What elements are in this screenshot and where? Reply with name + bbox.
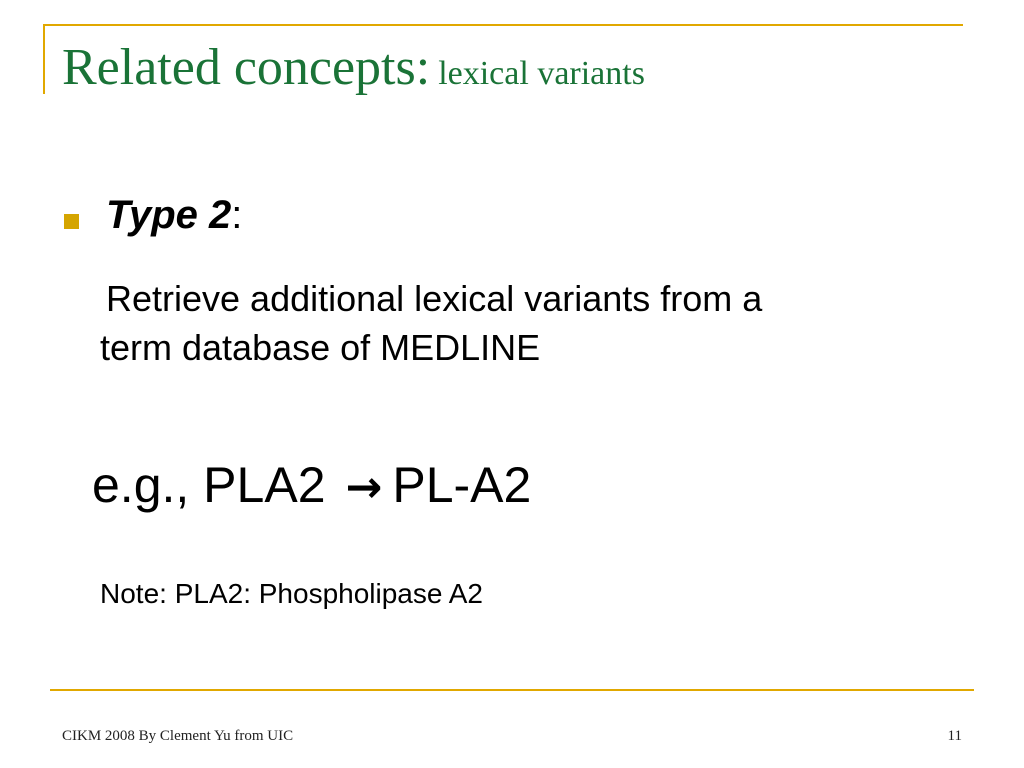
bullet-description [100,274,920,372]
example-result: PL-A2 [392,457,532,513]
slide-title-sub: lexical variants [438,55,645,92]
note-text: Note: PLA2: Phospholipase A2 [100,578,483,609]
square-bullet-icon [64,214,79,229]
footer-text: CIKM 2008 By Clement Yu from UIC [62,728,294,744]
bullet-heading-label: Type 2 [106,193,232,237]
description-line-1: Retrieve additional lexical variants from a [106,278,763,319]
example-prefix: e.g., PLA2 [92,457,326,513]
bullet-heading [106,193,242,238]
slide-title [62,38,645,97]
bullet-heading-suffix: : [231,193,243,237]
slide-title-main: Related concepts: [62,39,431,96]
footer-divider [50,689,974,691]
description-line-2: term database of MEDLINE [100,327,541,368]
example-line [92,456,531,514]
title-frame-top-line [43,24,963,26]
title-frame-left-line [43,24,45,94]
right-arrow-icon: → [345,462,383,513]
page-number: 11 [947,728,962,744]
